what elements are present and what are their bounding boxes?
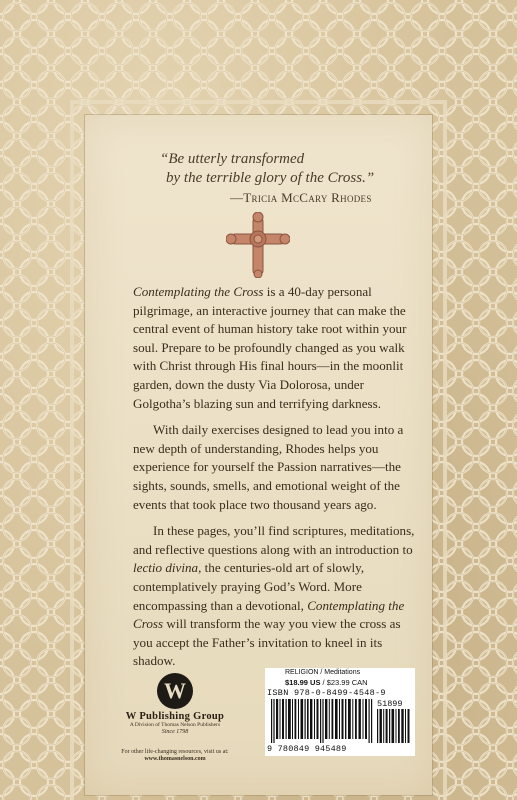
publisher-more-resources [95,749,255,763]
paragraph-1-text: is a 40-day personal pilgrimage, an interactive journey that can make the central event of human history take root within your soul. Prepare to be profoundly changed as you walk with Christ through His final hours—in the moonlit garden, down the dusty Via Dolorosa, under Golgotha’s blazing sun and terrifying darkness. [133,284,407,411]
book-title-italic: Contemplating the Cross [133,284,264,299]
paragraph-2: With daily exercises designed to lead you into a new depth of understanding, Rhodes helps you experience for yourself the Passion narratives—the sights, sounds, smells, and emotional weight of the events that took place two thousand years ago. [133,422,404,512]
paragraph-3-part-a: In these pages, you’ll find scriptures, meditations, and reflective questions along with an introduction to [133,523,415,557]
description-text [133,283,415,679]
price-addon-code: 51899 [377,699,403,709]
category-label: RELIGION / Meditations [285,669,361,676]
paragraph-3 [133,522,415,671]
paragraph-3-part-b: the centuries-old art of slowly, contemplatively praying God’s Word. More encompassing than a devotional, [133,560,365,613]
price-can: / $23.99 CAN [320,678,368,687]
price-label [285,678,368,687]
ornate-cross-icon [226,212,290,278]
publisher-division: A Division of Thomas Nelson Publishers [129,722,221,728]
publisher-since: Since 1798 [161,729,189,735]
lectio-divina-italic: lectio divina, [133,560,202,576]
isbn-text: ISBN 978-0-8499-4548-9 [267,688,386,698]
price-addon-barcode [377,709,411,743]
paragraph-1 [133,283,415,413]
publisher-website: www.thomasnelson.com [144,756,206,762]
isbn-barcode [271,699,373,743]
paragraph-3-part-c: will transform the way you view the cross as you accept the Father’s invitation to kneel in its shadow. [133,616,401,669]
publisher-name: W Publishing Group [125,711,225,722]
more-resources-text: For other life-changing resources, visit us at: [121,749,229,755]
publisher-block [95,673,255,763]
quote-line-1: “Be utterly transformed [160,151,305,167]
book-title-italic-2: Contemplating the Cross [133,597,405,632]
epigraph-quote [160,150,420,188]
price-us: $18.99 US [285,678,321,687]
publisher-logo: W [157,673,193,709]
barcode-panel [265,668,415,756]
quote-line-2: by the terrible glory of the Cross.” [166,170,375,186]
quote-attribution: —Tricia McCary Rhodes [230,190,372,205]
barcode-digits: 9 780849 945489 [267,744,347,754]
